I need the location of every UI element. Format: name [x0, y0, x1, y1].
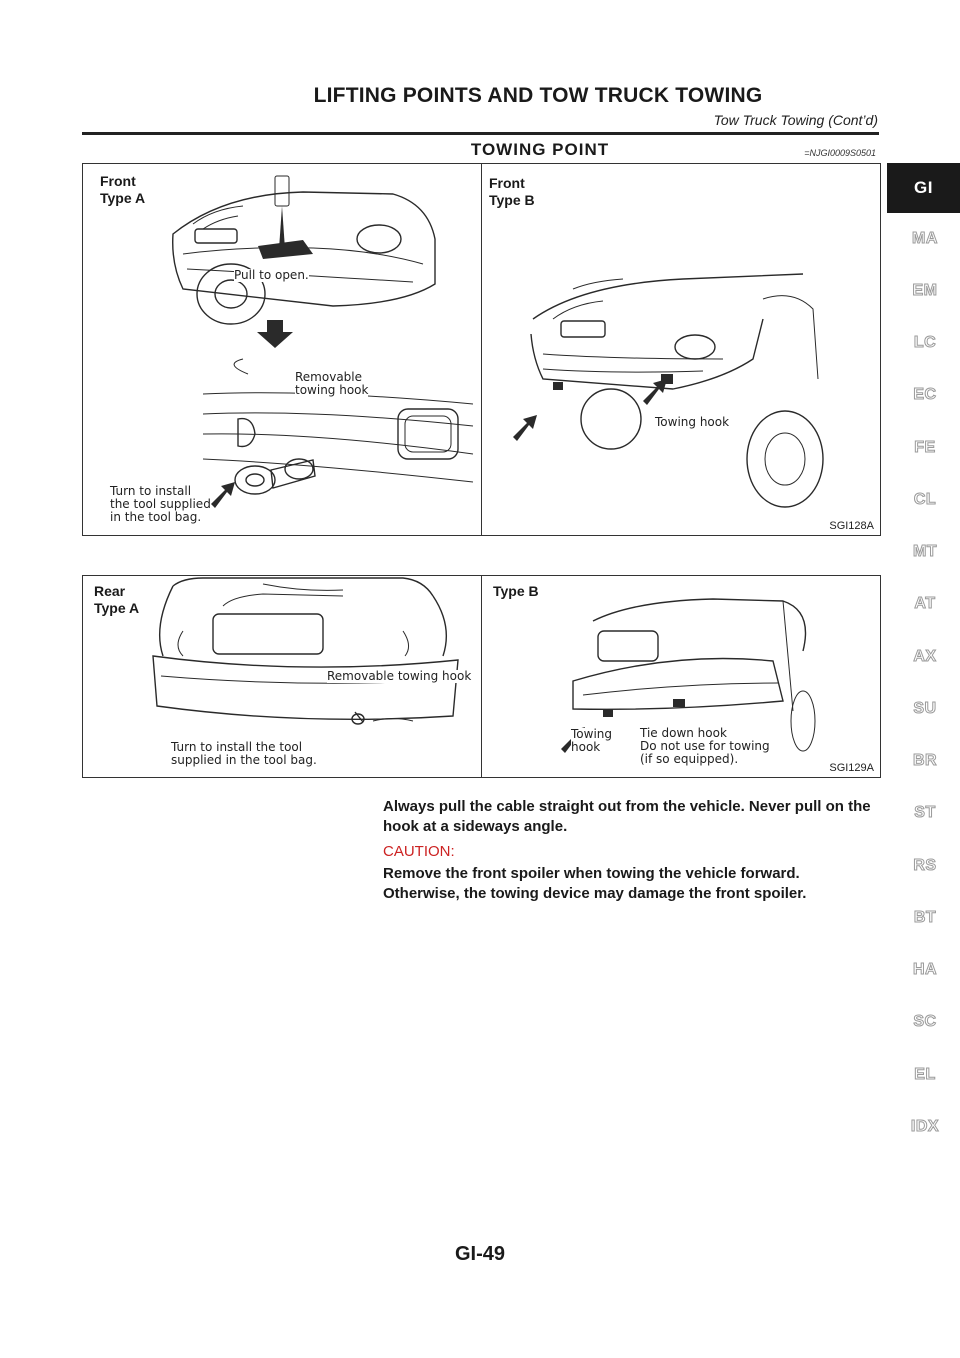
side-tab-ec[interactable]: EC	[913, 386, 937, 403]
front-type-a-label: Front Type A	[100, 173, 146, 206]
caution-label: CAUTION:	[383, 843, 455, 860]
side-tab-idx[interactable]: IDX	[910, 1118, 940, 1135]
rear-type-b-label: Type B	[493, 583, 539, 599]
front-towing-figure	[82, 163, 881, 536]
side-tab-cl[interactable]: CL	[913, 491, 937, 508]
page-number: GI-49	[454, 1243, 506, 1265]
page-header-title: LIFTING POINTS AND TOW TRUCK TOWING	[313, 84, 763, 107]
turn-to-install-callout: Turn to install the tool supplied in the tool bag.	[171, 740, 317, 767]
side-tab-br[interactable]: BR	[912, 752, 938, 769]
caution-text: Remove the front spoiler when towing the vehicle forward. Otherwise, the towing device may damage the front spoiler.	[383, 865, 807, 902]
side-tab-gi[interactable]: GI	[887, 163, 960, 213]
towing-hook-callout: Towing hook	[571, 727, 613, 754]
side-tab-bt[interactable]: BT	[913, 909, 937, 926]
side-tab-su[interactable]: SU	[913, 700, 937, 717]
towing-instruction-text: Always pull the cable straight out from the vehicle. Never pull on the hook at a sideways angle.	[383, 798, 871, 835]
pull-to-open-callout: Pull to open.	[234, 268, 309, 282]
side-tab-rs[interactable]: RS	[913, 857, 937, 874]
side-tab-sc[interactable]: SC	[913, 1013, 937, 1030]
section-heading: TOWING POINT	[470, 140, 610, 159]
front-type-b-label: Front Type B	[489, 175, 535, 208]
front-type-b-illustration	[523, 259, 823, 519]
towing-hook-callout: Towing hook	[655, 415, 730, 429]
side-tab-st[interactable]: ST	[914, 804, 936, 821]
side-tab-ma[interactable]: MA	[912, 230, 938, 247]
header-divider	[82, 132, 879, 135]
front-type-a-illustration	[163, 164, 473, 534]
side-tab-el[interactable]: EL	[914, 1066, 936, 1083]
figure-divider	[481, 576, 482, 777]
tie-down-hook-callout: Tie down hook Do not use for towing (if so equipped).	[640, 726, 770, 766]
figure-code: SGI128A	[829, 520, 874, 532]
side-tab-ax[interactable]: AX	[913, 648, 937, 665]
side-tab-mt[interactable]: MT	[912, 543, 938, 560]
side-tab-fe[interactable]: FE	[914, 439, 936, 456]
side-tab-ha[interactable]: HA	[912, 961, 938, 978]
rear-towing-figure	[82, 575, 881, 778]
turn-to-install-callout: Turn to install the tool supplied in the tool bag.	[110, 484, 211, 524]
page-header-subtitle: Tow Truck Towing (Cont’d)	[713, 112, 878, 128]
side-tab-em[interactable]: EM	[912, 282, 938, 299]
side-tab-at[interactable]: AT	[914, 595, 936, 612]
figure-divider	[481, 164, 482, 535]
removable-towing-hook-callout: Removable towing hook	[327, 669, 472, 683]
rear-type-a-label: Rear Type A	[94, 583, 140, 616]
side-tab-lc[interactable]: LC	[913, 334, 937, 351]
section-reference-code: =NJGI0009S0501	[804, 148, 876, 158]
removable-towing-hook-callout: Removable towing hook	[295, 370, 369, 397]
figure-code: SGI129A	[829, 762, 874, 774]
